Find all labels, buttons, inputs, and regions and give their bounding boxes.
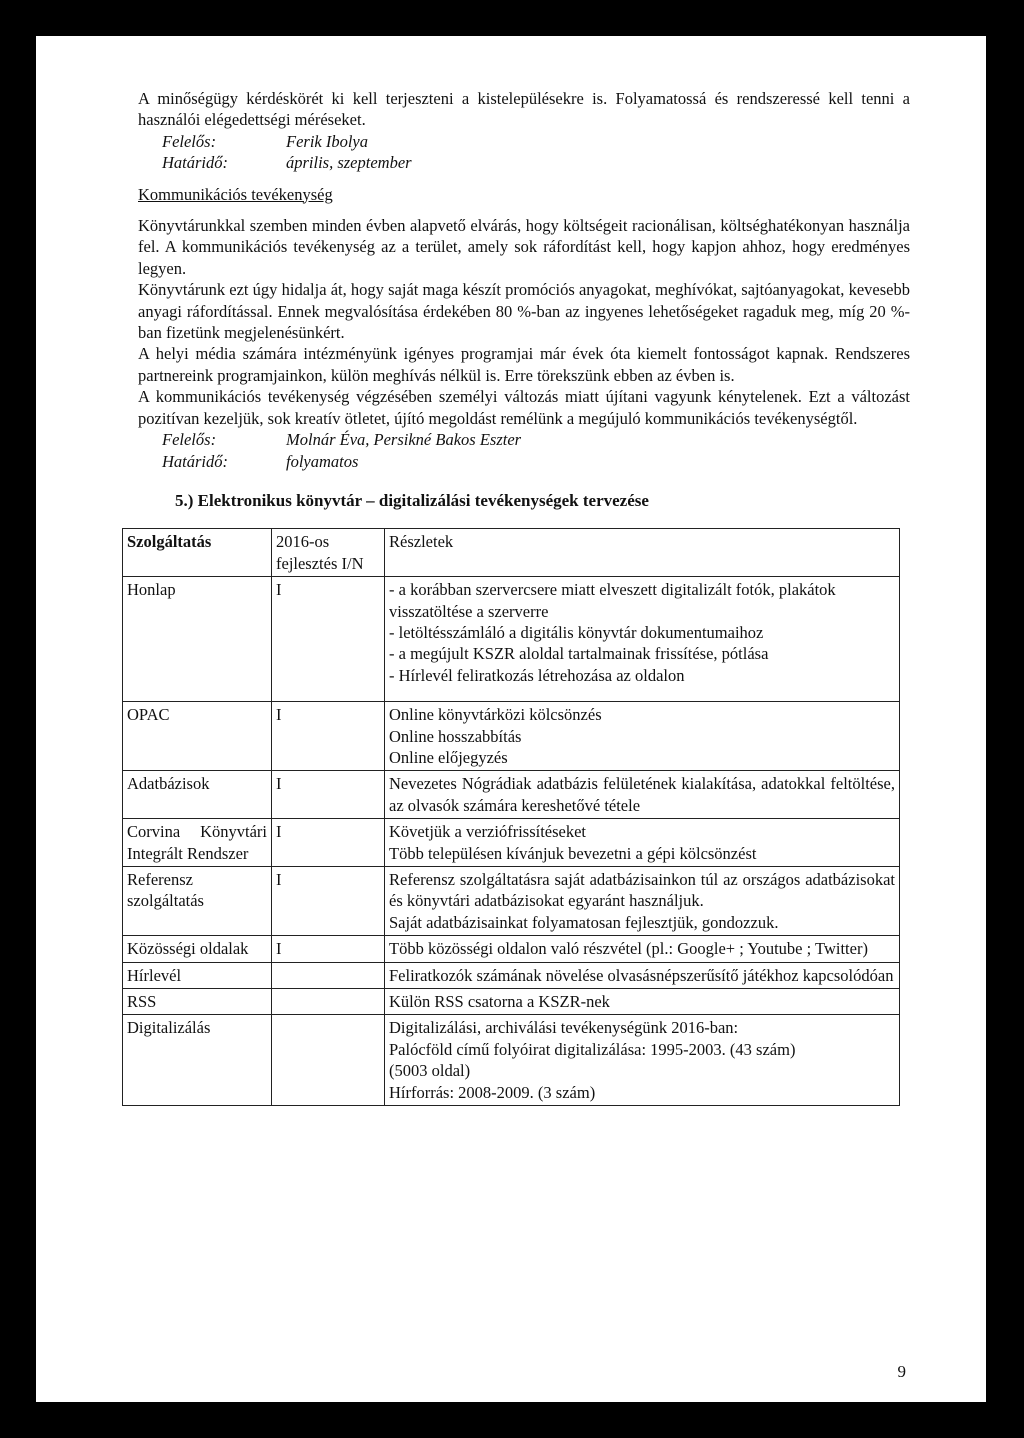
responsible-value: Molnár Éva, Persikné Bakos Eszter xyxy=(286,430,522,450)
responsible-label: Felelős: xyxy=(162,131,217,151)
section-title-communication: Kommunikációs tevékenység xyxy=(138,184,333,204)
table-row xyxy=(123,771,900,819)
table-header-row xyxy=(123,529,900,577)
detail-line: Követjük a verziófrissítéseket xyxy=(389,822,587,842)
table-row xyxy=(123,936,900,962)
service-cell: RSS xyxy=(123,989,272,1015)
header-development: 2016-os fejlesztés I/N xyxy=(272,529,385,577)
detail-line: Külön RSS csatorna a KSZR-nek xyxy=(389,992,610,1011)
dev-cell: I xyxy=(272,866,385,935)
table-row xyxy=(123,577,900,702)
service-cell: Referensz szolgáltatás xyxy=(123,866,272,935)
detail-line: Online könyvtárközi kölcsönzés xyxy=(389,705,602,725)
deadline-label: Határidő: xyxy=(162,451,228,471)
service-cell: OPAC xyxy=(123,702,272,771)
detail-line: - a megújult KSZR aloldal tartalmainak frissítése, pótlása xyxy=(389,644,769,664)
detail-line: Nevezetes Nógrádiak adatbázis felületének kialakítása, adatokkal feltöltése, az olvasók számára kereshetővé tétele xyxy=(389,774,895,815)
deadline-label: Határidő: xyxy=(162,153,228,173)
details-cell xyxy=(385,989,900,1015)
details-cell xyxy=(385,577,900,702)
details-cell xyxy=(385,936,900,962)
page-number: 9 xyxy=(897,1362,906,1381)
dev-cell xyxy=(272,962,385,988)
detail-line: Több közösségi oldalon való részvétel (pl.: Google+ ; Youtube ; Twitter) xyxy=(389,939,868,959)
comm-paragraph-2: Könyvtárunk ezt úgy hidalja át, hogy saját maga készít promóciós anyagokat, meghívókat, sajtóanyagokat, kevesebb anyagi ráfordítással. Ennek megvalósítása érdekében 80 %-ban az ingyenes lehetőségeket ragaduk meg, míg 20 %-ban fizetünk megjelenésünkért. xyxy=(138,280,910,343)
table-row xyxy=(123,702,900,771)
service-cell: Corvina Könyvtári Integrált Rendszer xyxy=(123,819,272,867)
detail-line: (5003 oldal) xyxy=(389,1061,471,1081)
detail-line: Palócföld című folyóirat digitalizálása: 1995-2003. (43 szám) xyxy=(389,1039,796,1059)
dev-cell xyxy=(272,1015,385,1106)
table-row xyxy=(123,1015,900,1106)
comm-paragraph-4: A kommunikációs tevékenység végzésében személyi változás miatt újítani vagyunk kénytelenek. Ezt a változást pozitívan kezeljük, sok kreatív ötletet, újító megoldást remélünk a megújuló kommunikációs tevékenységtől. xyxy=(138,387,910,428)
detail-line: - Hírlevél feliratkozás létrehozása az oldalon xyxy=(389,665,685,685)
responsible-label: Felelős: xyxy=(162,430,217,450)
service-cell: Adatbázisok xyxy=(123,771,272,819)
dev-cell: I xyxy=(272,702,385,771)
document-page xyxy=(36,36,986,1402)
service-cell: Honlap xyxy=(123,577,272,702)
details-cell xyxy=(385,819,900,867)
dev-cell: I xyxy=(272,819,385,867)
comm-paragraph-3: A helyi média számára intézményünk igényes programjai már évek óta kiemelt fontosságot kapnak. Rendszeres partnereink programjainkon, külön meghívás nélkül is. Erre törekszünk ebben az évben is. xyxy=(138,344,910,385)
details-cell xyxy=(385,702,900,771)
details-cell xyxy=(385,866,900,935)
header-service: Szolgáltatás xyxy=(123,529,272,577)
service-cell: Digitalizálás xyxy=(123,1015,272,1106)
service-cell: Hírlevél xyxy=(123,962,272,988)
service-cell: Közösségi oldalak xyxy=(123,936,272,962)
details-cell xyxy=(385,962,900,988)
details-cell xyxy=(385,1015,900,1106)
table-row xyxy=(123,962,900,988)
page-content xyxy=(127,88,910,1106)
detail-line: Több településen kívánjuk bevezetni a gépi kölcsönzést xyxy=(389,843,757,863)
comm-paragraph-1: Könyvtárunkkal szemben minden évben alapvető elvárás, hogy költségeit racionálisan, költséghatékonyan használja fel. A kommunikációs tevékenység az a terület, amely sok ráfordítást kell, hogy kapjon ahhoz, hogy eredményes legyen. xyxy=(138,216,910,278)
table-row xyxy=(123,819,900,867)
section-heading: 5.) Elektronikus könyvtár – digitalizálási tevékenységek tervezése xyxy=(175,490,649,510)
responsible-value: Ferik Ibolya xyxy=(286,131,369,151)
deadline-value: folyamatos xyxy=(286,451,359,471)
services-table xyxy=(122,528,900,1106)
table-row xyxy=(123,989,900,1015)
comm-deadline-row xyxy=(138,451,910,472)
detail-line: Digitalizálási, archiválási tevékenységünk 2016-ban: xyxy=(389,1018,739,1038)
deadline-value: április, szeptember xyxy=(286,153,412,173)
responsible-row xyxy=(138,131,910,152)
dev-cell: I xyxy=(272,936,385,962)
deadline-row xyxy=(138,152,910,173)
detail-line: Online hosszabbítás xyxy=(389,726,522,746)
detail-line: Referensz szolgáltatásra saját adatbázisainkon túl az országos adatbázisokat és könyvtári adatbázisokat egyaránt használjuk. xyxy=(389,869,895,911)
detail-line: Online előjegyzés xyxy=(389,747,508,767)
detail-line: Feliratkozók számának növelése olvasásnépszerűsítő játékhoz kapcsolódóan xyxy=(389,965,894,985)
detail-line: Hírforrás: 2008-2009. (3 szám) xyxy=(389,1082,596,1102)
detail-line: - a korábban szervercsere miatt elveszett digitalizált fotók, plakátok visszatöltése a szerverre xyxy=(389,580,836,621)
comm-responsible-row xyxy=(138,429,910,450)
dev-cell xyxy=(272,989,385,1015)
detail-line: Saját adatbázisainkat folyamatosan fejlesztjük, gondozzuk. xyxy=(389,912,779,932)
header-details: Részletek xyxy=(385,529,900,577)
intro-paragraph: A minőségügy kérdéskörét ki kell terjeszteni a kistelepülésekre is. Folyamatossá és rendszeressé kell tenni a használói elégedettségi méréseket. xyxy=(138,89,910,130)
dev-cell: I xyxy=(272,577,385,702)
dev-cell: I xyxy=(272,771,385,819)
details-cell xyxy=(385,771,900,819)
detail-line: - letöltésszámláló a digitális könyvtár dokumentumaihoz xyxy=(389,622,764,642)
table-row xyxy=(123,866,900,935)
